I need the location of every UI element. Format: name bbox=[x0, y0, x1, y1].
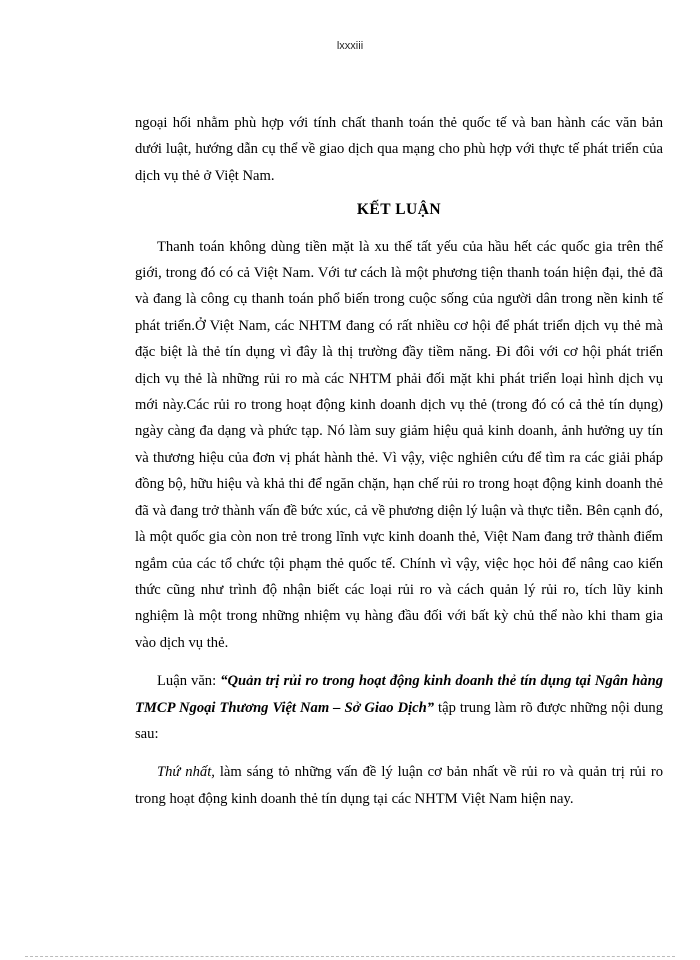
opening-paragraph: ngoại hối nhằm phù hợp với tính chất thanh toán thẻ quốc tế và ban hành các văn bản dưới luật, hướng dẫn cụ thể về giao dịch qua mạng cho phù hợp với thực tế phát triển của dịch vụ thẻ ở Việt Nam. bbox=[135, 115, 663, 184]
paragraph-2-lead: Luận văn: bbox=[157, 673, 221, 690]
thesis-title: “Quản trị rủi ro trong hoạt động kinh doanh thẻ tín dụng tại Ngân hàng TMCP Ngoại Thương Việt Nam – Sở Giao Dịch” bbox=[135, 673, 663, 716]
conclusion-paragraph-3 bbox=[135, 759, 663, 812]
conclusion-paragraph-2 bbox=[135, 668, 663, 747]
conclusion-paragraph-1: Thanh toán không dùng tiền mặt là xu thế tất yếu của hầu hết các quốc gia trên thế giới, trong đó có cả Việt Nam. Với tư cách là một phương tiện thanh toán hiện đại, thẻ đã và đang là công cụ thanh toán phổ biến trong cuộc sống của người dân trong nền kinh tế phát triển.Ở Việt Nam, các NHTM đang có rất nhiều cơ hội để phát triển dịch vụ thẻ mà đặc biệt là thẻ tín dụng vì đây là thị trường đầy tiềm năng. Đi đôi với cơ hội phát triển dịch vụ thẻ là những rủi ro mà các NHTM phải đối mặt khi phát triển loại hình dịch vụ mới này.Các rủi ro trong hoạt động kinh doanh dịch vụ thẻ (trong đó có cả thẻ tín dụng) ngày càng đa dạng và phức tạp. Nó làm suy giảm hiệu quả kinh doanh, ảnh hưởng uy tín và thương hiệu của đơn vị phát hành thẻ. Vì vậy, việc nghiên cứu để tìm ra các giải pháp đồng bộ, hữu hiệu và khả thi để ngăn chặn, hạn chế rủi ro trong hoạt động kinh doanh thẻ đã và đang trở thành vấn đề bức xúc, cả về phương diện lý luận và thực tiễn. Bên cạnh đó, là một quốc gia còn non trẻ trong lĩnh vực kinh doanh thẻ, Việt Nam đang trở thành điểm ngắm của các tổ chức tội phạm thẻ quốc tế. Chính vì vậy, việc học hỏi để nâng cao kiến thức cũng như trình độ nhận biết các loại rủi ro và cách quản lý rủi ro, tích lũy kinh nghiệm là một trong những nhiệm vụ hàng đầu đối với bất kỳ chủ thể nào khi tham gia vào dịch vụ thẻ. bbox=[135, 238, 663, 651]
paragraph-3-lead: Thứ nhất, bbox=[157, 764, 215, 781]
paragraph-2-rest: tập trung làm rõ được những nội dung sau: bbox=[135, 699, 664, 742]
paragraph-3-rest: làm sáng tỏ những vấn đề lý luận cơ bản nhất về rủi ro và quản trị rủi ro trong hoạt động kinh doanh thẻ tín dụng tại các NHTM Việt Nam hiện nay. bbox=[135, 764, 663, 807]
page-bottom-divider bbox=[25, 956, 675, 957]
section-heading: KẾT LUẬN bbox=[356, 201, 442, 219]
page-number: lxxxiii bbox=[336, 40, 364, 52]
document-body bbox=[135, 110, 663, 812]
